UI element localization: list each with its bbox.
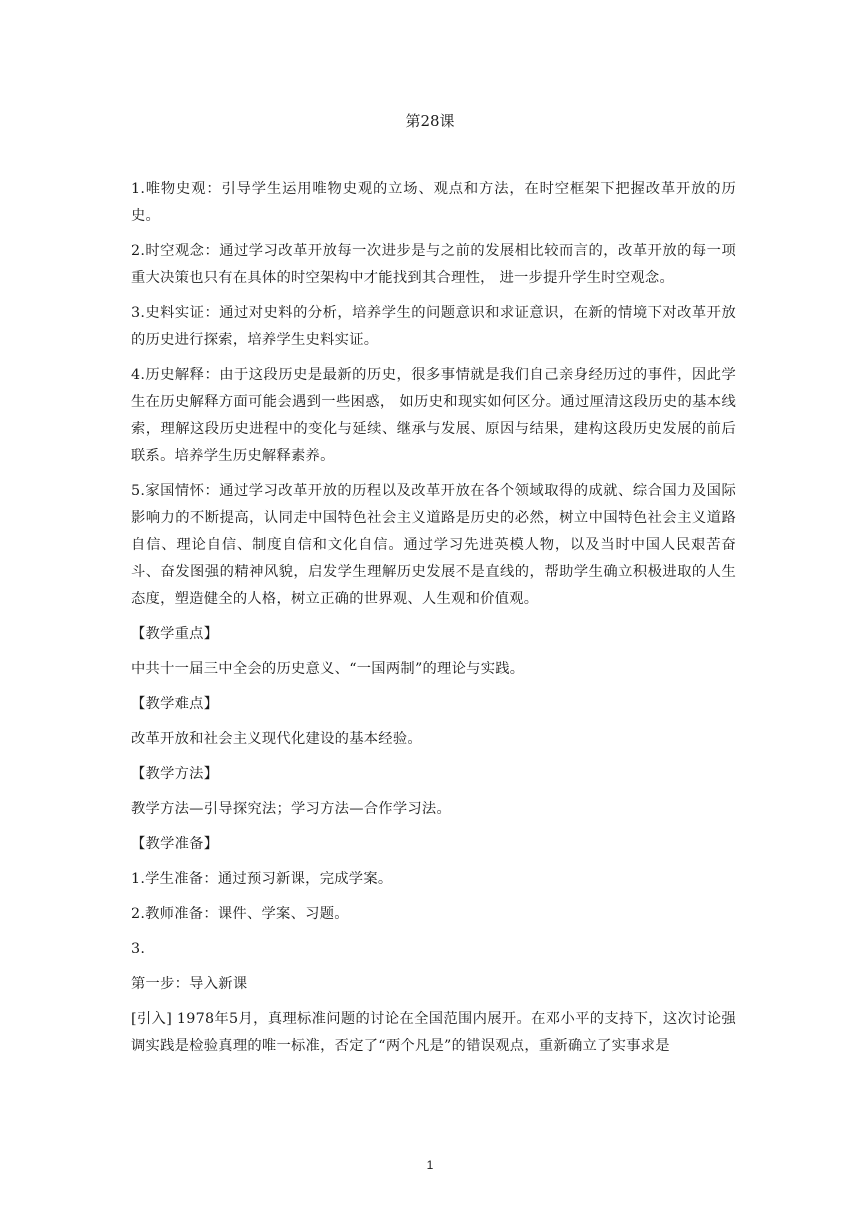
- heading-preparation: 【教学准备】: [131, 836, 219, 852]
- paragraph-item-3: 3.: [131, 941, 146, 957]
- heading-difficulties: 【教学难点】: [131, 696, 219, 712]
- paragraph-evidence: 3.史料实证：通过对史料的分析，培养学生的问题意识和求证意识，在新的情境下对改革开放的历史进行探索，培养学生史料实证。: [131, 305, 736, 348]
- paragraph-key-points: 中共十一届三中全会的历史意义、“一国两制”的理论与实践。: [131, 661, 525, 677]
- page-number: 1: [426, 1158, 434, 1172]
- heading-step-one: 第一步：导入新课: [131, 976, 248, 992]
- page-title: 第28课: [405, 112, 455, 130]
- paragraph-materialism: 1.唯物史观：引导学生运用唯物史观的立场、观点和方法，在时空框架下把握改革开放的历史。: [131, 181, 736, 224]
- paragraph-student-prep: 1.学生准备：通过预习新课，完成学案。: [131, 871, 393, 887]
- paragraph-space-time: 2.时空观念：通过学习改革开放每一次进步是与之前的发展相比较而言的，改革开放的每一项重大决策也只有在具体的时空架构中才能找到其合理性， 进一步提升学生时空观念。: [131, 243, 736, 286]
- paragraph-teacher-prep: 2.教师准备：课件、学案、习题。: [131, 906, 349, 922]
- paragraph-interpretation: 4.历史解释：由于这段历史是最新的历史，很多事情就是我们自己亲身经历过的事件，因此学生在历史解释方面可能会遇到一些困惑， 如历史和现实如何区分。通过厘清这段历史的基本线索，理解这段历史进程中的变化与延续、继承与发展、原因与结果，建构这段历史发展的前后联系。培养学生历史解释素养。: [131, 367, 736, 464]
- paragraph-methods: 教学方法—引导探究法；学习方法—合作学习法。: [131, 801, 452, 817]
- paragraph-introduction: [引入] 1978年5月，真理标准问题的讨论在全国范围内展开。在邓小平的支持下，这次讨论强调实践是检验真理的唯一标准，否定了“两个凡是”的错误观点，重新确立了实事求是: [131, 1011, 736, 1054]
- heading-key-points: 【教学重点】: [131, 626, 219, 642]
- document-body: [131, 176, 736, 1068]
- paragraph-patriotism: 5.家国情怀：通过学习改革开放的历程以及改革开放在各个领域取得的成就、综合国力及国际影响力的不断提高，认同走中国特色社会主义道路是历史的必然，树立中国特色社会主义道路自信、理论自信、制度自信和文化自信。通过学习先进英模人物，以及当时中国人民艰苦奋斗、奋发图强的精神风貌，启发学生理解历史发展不是直线的，帮助学生确立积极进取的人生态度，塑造健全的人格，树立正确的世界观、人生观和价值观。: [131, 483, 736, 607]
- heading-methods: 【教学方法】: [131, 766, 219, 782]
- paragraph-difficulties: 改革开放和社会主义现代化建设的基本经验。: [131, 731, 422, 747]
